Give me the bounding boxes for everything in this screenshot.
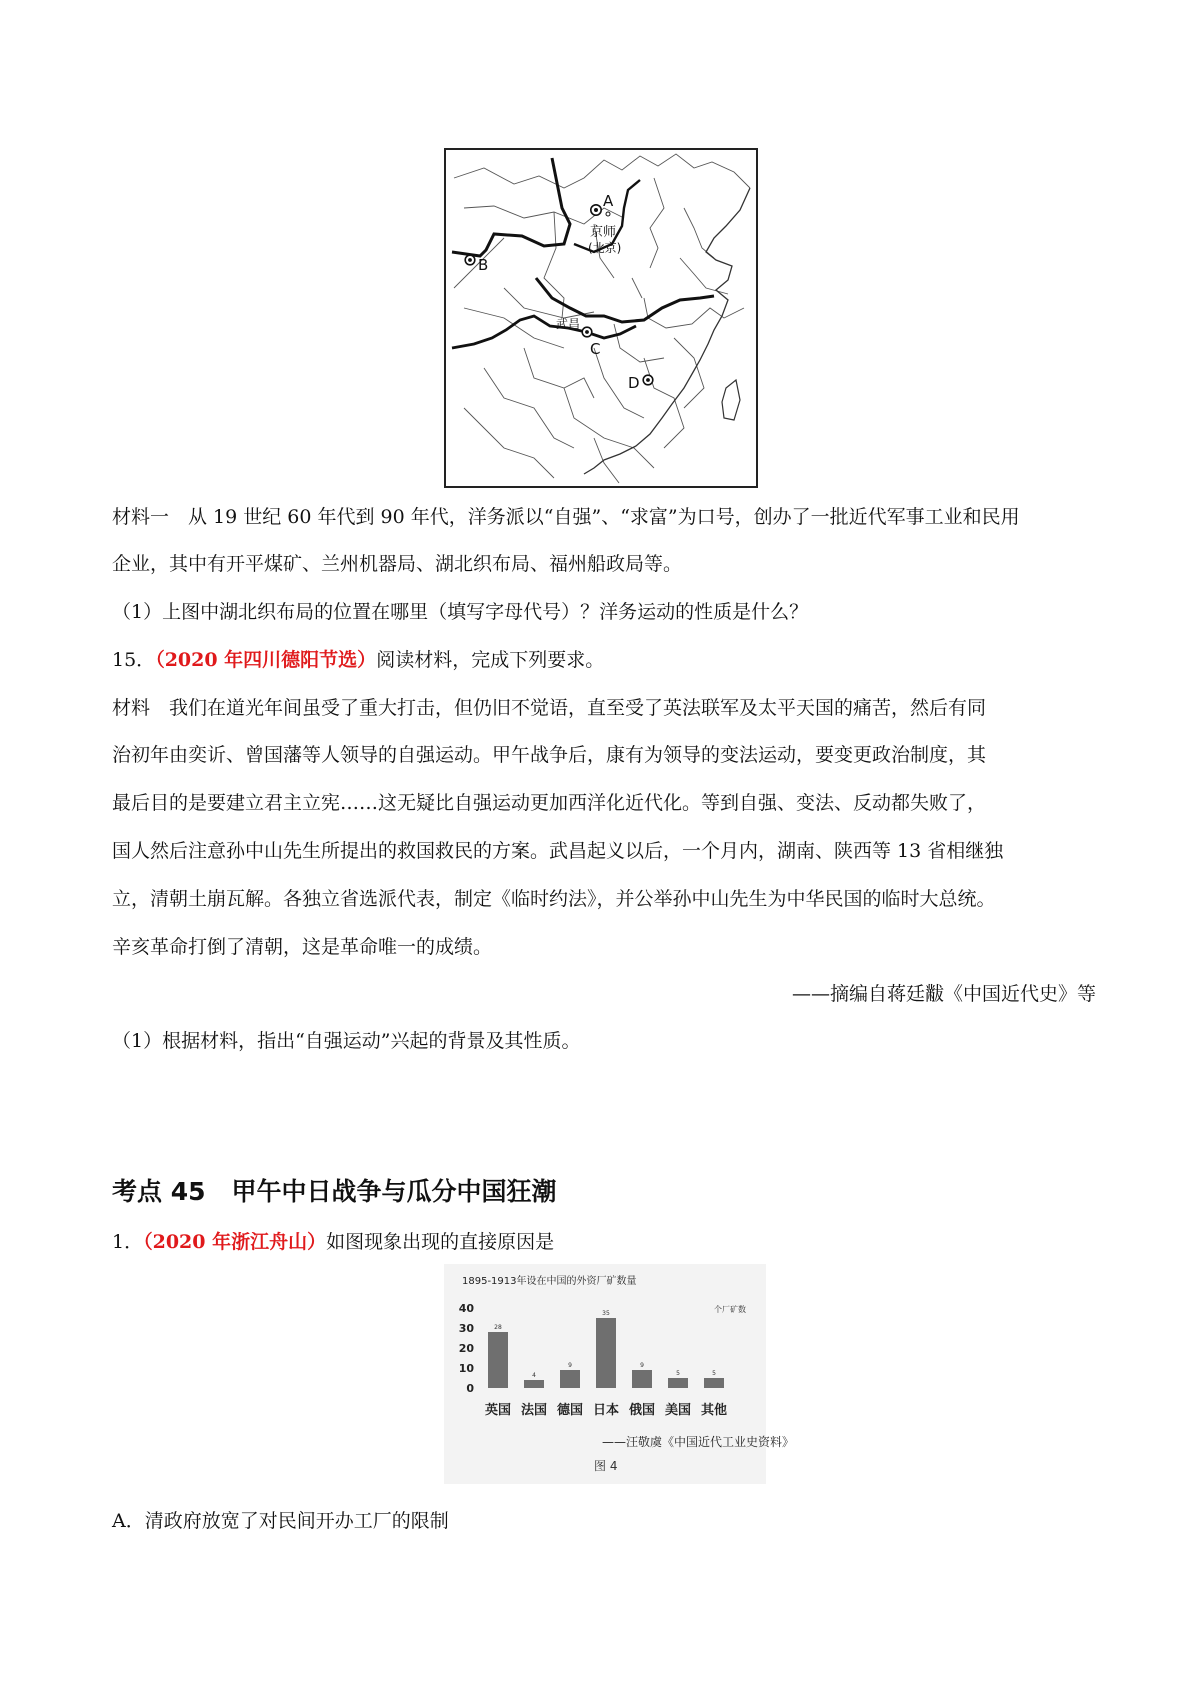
y-tick-label: 0: [466, 1382, 474, 1395]
map-label-d: D: [628, 374, 640, 392]
bar-value-label: 5: [676, 1370, 680, 1377]
question-1-first: （1）上图中湖北织布局的位置在哪里（填写字母代号）？洋务运动的性质是什么？: [112, 601, 809, 623]
map-label-a: A: [603, 192, 614, 210]
material-line: 材料 我们在道光年间虽受了重大打击，但仍旧不觉语，直至受了英法联军及太平天国的痛苦，然后有同: [112, 697, 987, 719]
map-label-c: C: [590, 340, 601, 358]
material1-line2: 企业，其中有开平煤矿、兰州机器局、湖北织布局、福州船政局等。: [112, 553, 683, 575]
bar-0: [488, 1332, 508, 1388]
material-line: 最后目的是要建立君主立宪……这无疑比自强运动更加西洋化近代化。等到自强、变法、反动都失败了，: [112, 792, 987, 814]
material-line: 辛亥革命打倒了清朝，这是革命唯一的成绩。: [112, 936, 493, 958]
category-label: 日本: [592, 1403, 620, 1418]
material-line: 治初年由奕䜣、曾国藩等人领导的自强运动。甲午战争后，康有为领导的变法运动，要变更政治制度，其: [112, 744, 987, 766]
question-1-prompt: 如图现象出现的直接原因是: [326, 1231, 555, 1253]
question-1-header: [112, 1230, 1096, 1254]
chart-source: ——汪敬虞《中国近代工业史资料》: [602, 1435, 795, 1449]
bar-value-label: 35: [602, 1310, 610, 1317]
site-b-marker: [465, 255, 475, 265]
bar-4: [632, 1370, 652, 1388]
bar-value-label: 4: [532, 1372, 536, 1379]
bar-5: [668, 1378, 688, 1388]
chart-caption: 图 4: [594, 1459, 618, 1473]
chart-legend: 个厂矿数: [714, 1305, 746, 1314]
china-map-svg: [444, 148, 758, 488]
question-1-source: （2020 年浙江舟山）: [143, 1231, 327, 1253]
bar-value-label: 9: [640, 1362, 644, 1369]
y-tick-label: 20: [458, 1342, 474, 1355]
bar-3: [596, 1318, 616, 1388]
map-label-b: B: [478, 256, 489, 274]
category-label: 英国: [484, 1403, 512, 1418]
section-title: 甲午中日战争与瓜分中国狂潮: [231, 1177, 557, 1206]
map-label-capital-paren: (北京): [588, 241, 622, 255]
category-label: 美国: [664, 1403, 692, 1418]
section-heading: [112, 1172, 557, 1208]
y-tick-label: 40: [458, 1302, 474, 1315]
bar-value-label: 28: [494, 1324, 502, 1331]
question-15-header: [112, 648, 1096, 672]
question-15-part1: （1）根据材料，指出“自强运动”兴起的背景及其性质。: [112, 1030, 581, 1052]
site-d-marker: [643, 375, 653, 385]
china-map-figure: [444, 148, 758, 488]
section-label: 考点 45: [112, 1177, 206, 1206]
category-label: 其他: [700, 1403, 728, 1418]
category-label: 法国: [520, 1403, 548, 1418]
bar-6: [704, 1378, 724, 1388]
bar-value-label: 9: [568, 1362, 572, 1369]
bar-value-label: 5: [712, 1370, 716, 1377]
bar-2: [560, 1370, 580, 1388]
question-15-number: 15．: [112, 649, 156, 671]
chart-title: 1895-1913年设在中国的外资厂矿数量: [462, 1276, 637, 1287]
y-tick-label: 10: [458, 1362, 474, 1375]
site-c-marker: [582, 327, 592, 337]
material-line: 国人然后注意孙中山先生所提出的救国救民的方案。武昌起义以后，一个月内，湖南、陕西等 13 省相继独: [112, 840, 1004, 862]
category-label: 德国: [556, 1403, 584, 1418]
question-15-prompt: 阅读材料，完成下列要求。: [376, 649, 605, 671]
bar-chart-figure: [444, 1264, 795, 1484]
question-1-number: 1．: [112, 1231, 144, 1253]
map-label-capital: 京师: [590, 225, 617, 240]
bar-chart-svg: [444, 1264, 795, 1484]
option-a: A．清政府放宽了对民间开办工厂的限制: [112, 1510, 449, 1532]
material-line: 立，清朝土崩瓦解。各独立省选派代表，制定《临时约法》，并公举孙中山先生为中华民国的临时大总统。: [112, 888, 996, 910]
map-label-wuchang: 武昌: [556, 317, 581, 331]
citation: ——摘编自蒋廷黻《中国近代史》等: [791, 983, 1096, 1005]
question-15-source: （2020 年四川德阳节选）: [155, 649, 377, 671]
y-tick-label: 30: [458, 1322, 474, 1335]
material1-line1: 材料一 从 19 世纪 60 年代到 90 年代，洋务派以“自强”、“求富”为口号，创办了一批近代军事工业和民用: [112, 506, 1020, 528]
category-label: 俄国: [628, 1403, 656, 1418]
bar-1: [524, 1380, 544, 1388]
